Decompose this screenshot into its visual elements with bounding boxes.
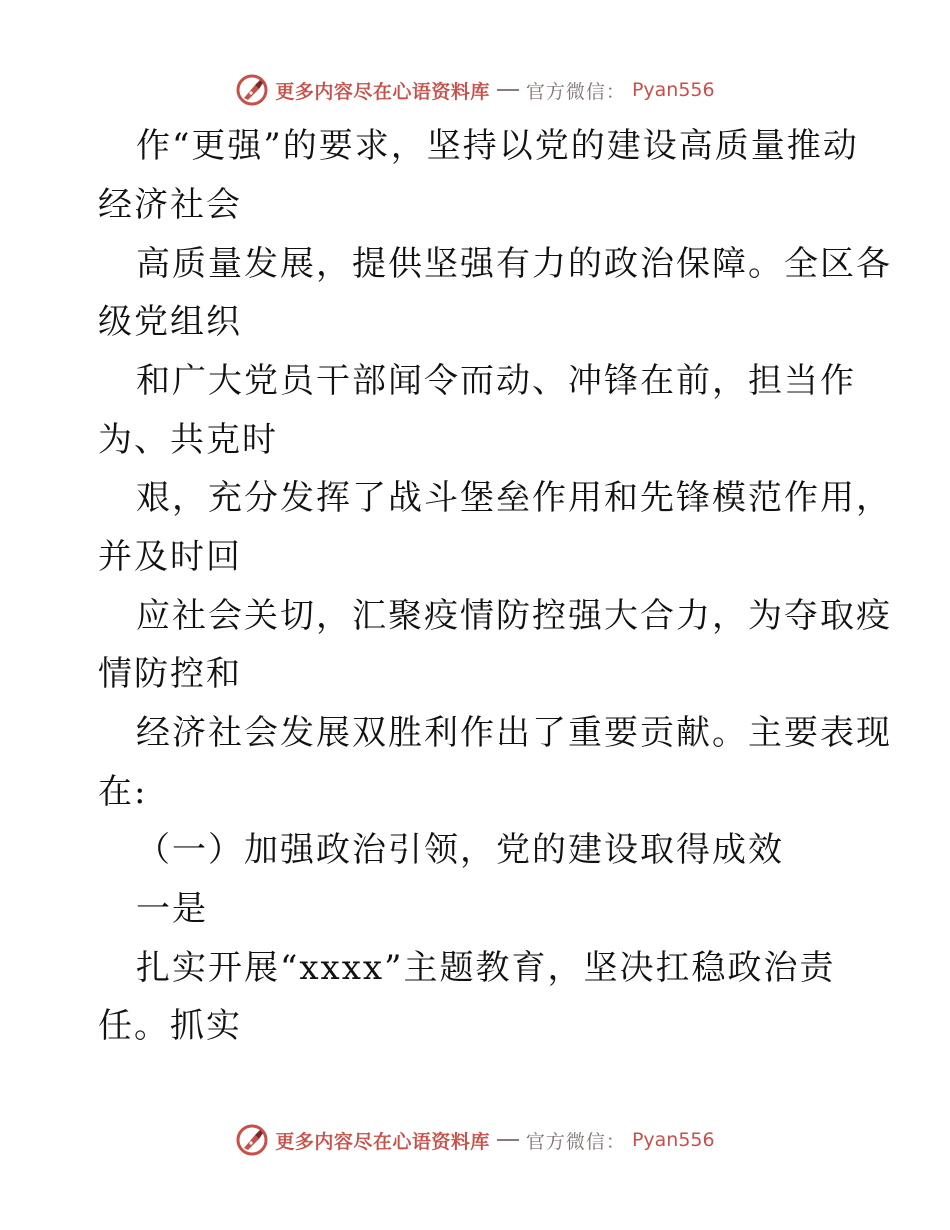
- body-line: 并及时回: [98, 537, 242, 577]
- body-line: 级党组织: [98, 302, 242, 342]
- body-line: 一是: [136, 889, 208, 929]
- wechat-id: Pyan556: [631, 1129, 715, 1151]
- site-name-text: 更多内容尽在心语资料库: [275, 80, 490, 103]
- footer-banner: [0, 1120, 950, 1160]
- pen-nib-logo-icon: [235, 1123, 269, 1157]
- footer-dash: [497, 1139, 519, 1141]
- body-line: 在:: [98, 772, 148, 812]
- section-heading: （一）加强政治引领，党的建设取得成效: [136, 830, 784, 870]
- body-line: 应社会关切，汇聚疫情防控强大合力，为夺取疫: [136, 596, 892, 636]
- site-name-text: 更多内容尽在心语资料库: [275, 1130, 490, 1153]
- body-line: 情防控和: [98, 654, 242, 694]
- body-line: 高质量发展，提供坚强有力的政治保障。全区各: [136, 244, 892, 284]
- wechat-label: 官方微信：: [525, 1130, 626, 1153]
- body-line: 经济社会: [98, 185, 242, 225]
- body-line: 为、共克时: [98, 420, 278, 460]
- body-line: 作“更强”的要求，坚持以党的建设高质量推动: [136, 126, 859, 166]
- body-line: 艰，充分发挥了战斗堡垒作用和先锋模范作用，: [136, 478, 892, 518]
- body-line: 经济社会发展双胜利作出了重要贡献。主要表现: [136, 713, 892, 753]
- body-line: 和广大党员干部闻令而动、冲锋在前，担当作: [136, 361, 856, 401]
- wechat-id: Pyan556: [631, 79, 715, 101]
- body-line: 任。抓实: [98, 1006, 242, 1046]
- wechat-label: 官方微信：: [525, 80, 626, 103]
- body-line: 扎实开展“xxxx”主题教育，坚决扛稳政治责: [136, 948, 836, 988]
